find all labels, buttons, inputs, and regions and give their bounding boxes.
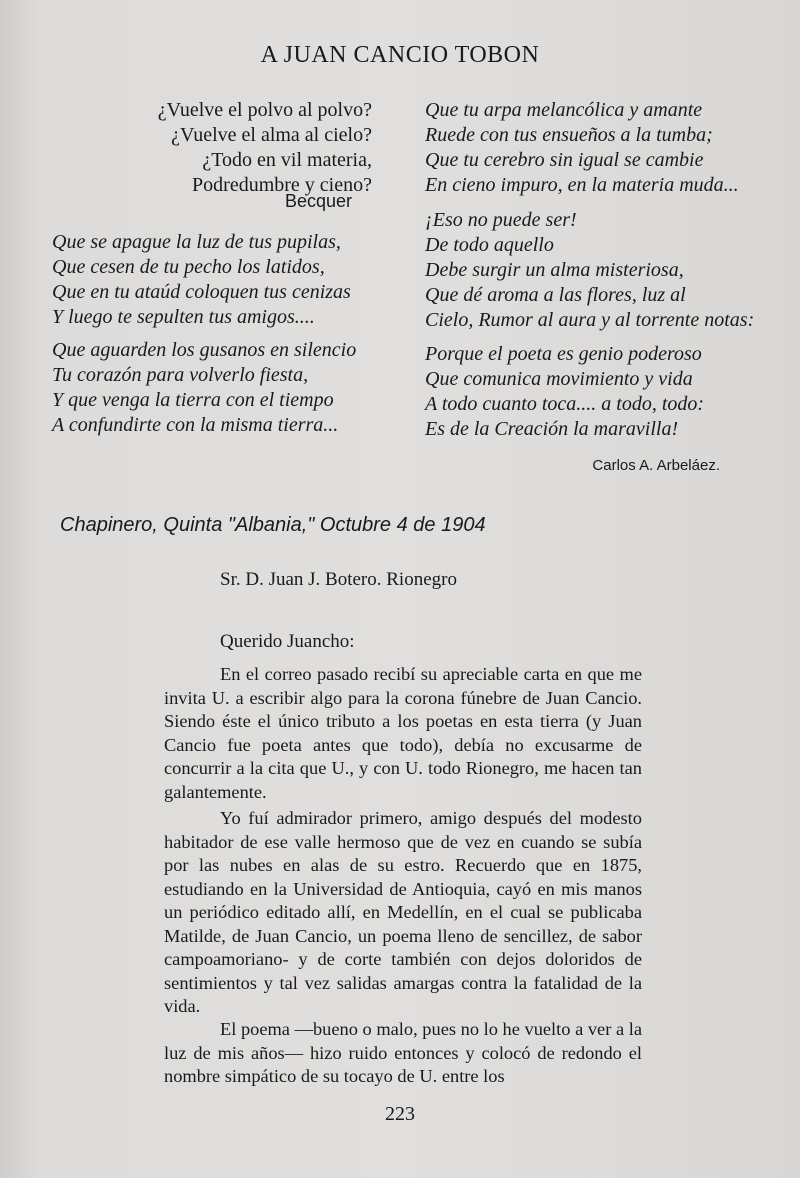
right-stanza bbox=[425, 98, 739, 198]
verse-line: Y luego te sepulten tus amigos.... bbox=[52, 306, 315, 328]
verse-line: Que tu arpa melancólica y amante bbox=[425, 99, 703, 121]
epigraph-line: ¿Vuelve el polvo al polvo? bbox=[157, 99, 372, 121]
page-title: A JUAN CANCIO TOBON bbox=[260, 42, 540, 68]
verse-line: De todo aquello bbox=[425, 234, 554, 256]
epigraph-line: Podredumbre y cieno? bbox=[192, 174, 372, 196]
letter-dateline: Chapinero, Quinta "Albania," Octubre 4 de 1904 bbox=[60, 514, 486, 536]
epigraph-line: ¿Todo en vil materia, bbox=[202, 149, 372, 171]
verse-line: Tu corazón para volverlo fiesta, bbox=[52, 364, 309, 386]
verse-line: Que tu cerebro sin igual se cambie bbox=[425, 149, 704, 171]
left-stanza bbox=[52, 230, 351, 330]
verse-line: En cieno impuro, en la materia muda... bbox=[425, 174, 739, 196]
verse-line: Que cesen de tu pecho los latidos, bbox=[52, 256, 325, 278]
verse-line: Debe surgir un alma misteriosa, bbox=[425, 259, 684, 281]
verse-line: Que en tu ataúd coloquen tus cenizas bbox=[52, 281, 351, 303]
verse-line: Que dé aroma a las flores, luz al bbox=[425, 284, 686, 306]
verse-line: A todo cuanto toca.... a todo, todo: bbox=[425, 393, 705, 415]
verse-line: A confundirte con la misma tierra... bbox=[52, 414, 339, 436]
verse-line: Cielo, Rumor al aura y al torrente notas: bbox=[425, 309, 755, 331]
left-stanza bbox=[52, 338, 356, 438]
letter-paragraph: El poema —bueno o malo, pues no lo he vuelto a ver a la luz de mis años— hizo ruido entonces y colocó de redondo el nombre simpático de su tocayo de U. entre los bbox=[164, 1019, 642, 1086]
right-stanza bbox=[425, 342, 704, 442]
letter-salutation: Querido Juancho: bbox=[220, 631, 355, 652]
verse-line: Es de la Creación la maravilla! bbox=[425, 418, 679, 440]
letter-addressee: Sr. D. Juan J. Botero. Rionegro bbox=[220, 569, 457, 590]
poem-signature: Carlos A. Arbeláez. bbox=[592, 457, 720, 474]
verse-line: Porque el poeta es genio poderoso bbox=[425, 343, 702, 365]
right-stanza bbox=[425, 208, 754, 333]
epigraph bbox=[150, 98, 372, 198]
verse-line: Y que venga la tierra con el tiempo bbox=[52, 389, 334, 411]
letter-paragraph: En el correo pasado recibí su apreciable carta en que me invita U. a escribir algo para la corona fúnebre de Juan Cancio. Siendo éste el único tributo a los poetas en esta tierra (y Juan Cancio fue poeta antes que todo), debía no excusarme de concurrir a la cita que U., y con U. todo Rionegro, me hacen tan galantemente. bbox=[164, 664, 642, 802]
page-number: 223 bbox=[385, 1103, 415, 1125]
verse-line: Que se apague la luz de tus pupilas, bbox=[52, 231, 341, 253]
epigraph-author: Becquer bbox=[284, 191, 352, 211]
verse-line: Ruede con tus ensueños a la tumba; bbox=[425, 124, 713, 146]
verse-line: Que aguarden los gusanos en silencio bbox=[52, 339, 357, 361]
letter-paragraph: Yo fuí admirador primero, amigo después del modesto habitador de ese valle hermoso que de vez en cuando se subía por las nubes en alas de su estro. Recuerdo que en 1875, estudiando en la Universidad de Antioquia, cayó en mis manos un periódico editado allí, en Medellín, en el cual se publicaba Matilde, de Juan Cancio, un poema lleno de sencillez, de sabor campoamoriano- y de corte también con dejos doloridos de sentimientos y tal vez salidas amargas contra la fatalidad de la vida. bbox=[164, 808, 642, 1016]
verse-line: Que comunica movimiento y vida bbox=[425, 368, 693, 390]
epigraph-line: ¿Vuelve el alma al cielo? bbox=[171, 124, 372, 146]
verse-line: ¡Eso no puede ser! bbox=[425, 209, 577, 231]
